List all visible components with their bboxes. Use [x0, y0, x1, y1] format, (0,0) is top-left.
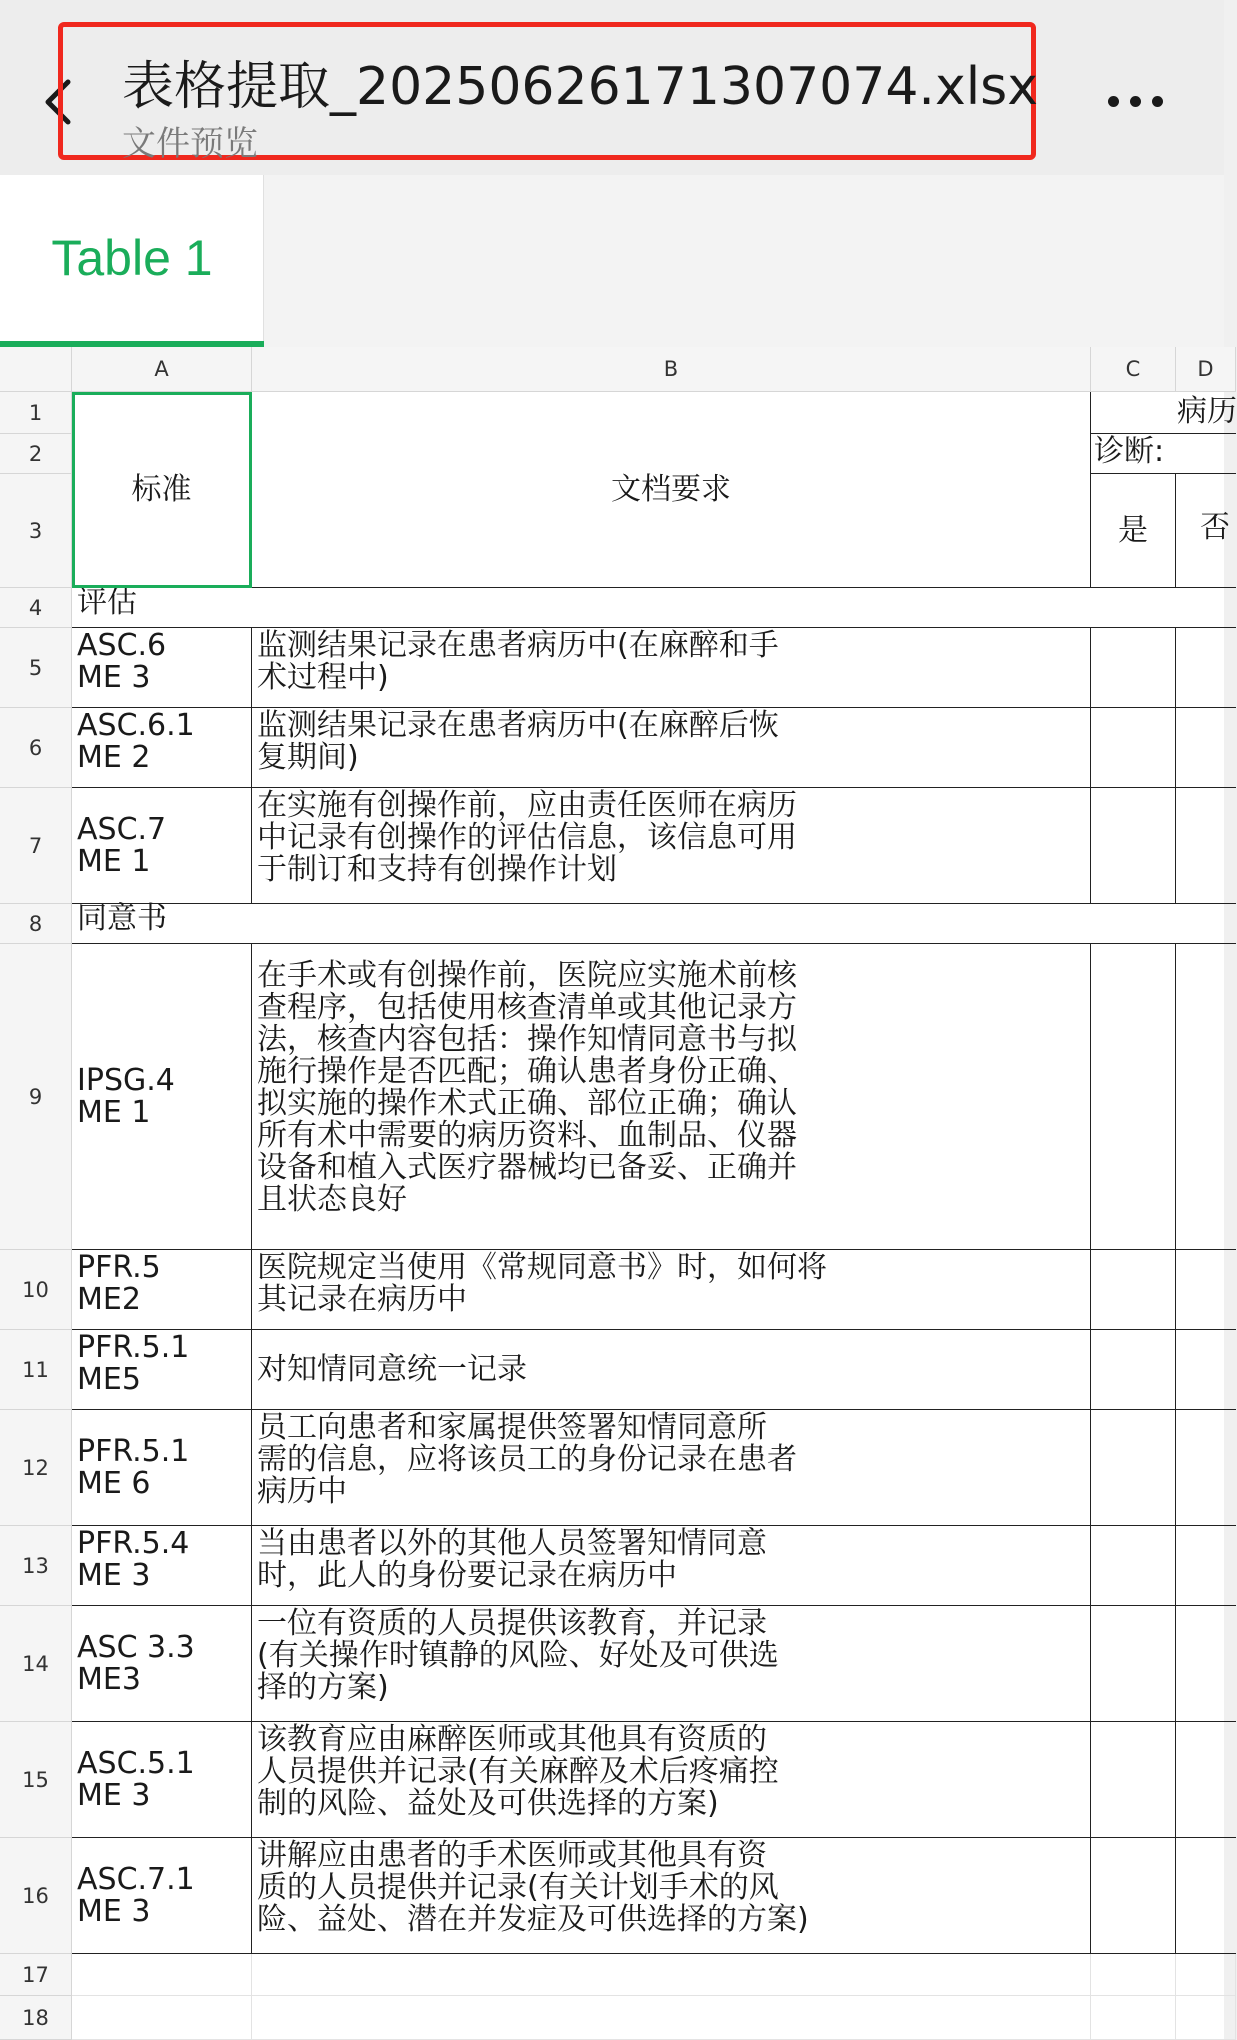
requirement-cell[interactable]: [252, 1250, 1091, 1330]
requirement-cell[interactable]: [252, 708, 1091, 788]
standard-text: ASC.7 ME 1: [77, 811, 167, 879]
yes-cell[interactable]: [1091, 708, 1176, 788]
requirement-text: 监测结果记录在患者病历中(在麻醉后恢 复期间): [257, 708, 779, 775]
no-cell[interactable]: [1176, 628, 1236, 708]
requirement-text: 当由患者以外的其他人员签署知情同意 时，此人的身份要记录在病历中: [257, 1526, 767, 1593]
column-header-a[interactable]: A: [72, 347, 252, 392]
section-cell-assessment[interactable]: 评估: [72, 588, 1236, 628]
yes-cell[interactable]: [1091, 1330, 1176, 1410]
empty-cell[interactable]: [252, 1996, 1091, 2040]
top-bar: [0, 0, 1224, 175]
yes-cell[interactable]: [1091, 944, 1176, 1250]
requirement-cell[interactable]: [252, 1526, 1091, 1606]
column-header-c[interactable]: C: [1091, 347, 1176, 392]
empty-cell[interactable]: [1176, 1996, 1236, 2040]
requirement-text: 在实施有创操作前，应由责任医师在病历 中记录有创操作的评估信息，该信息可用 于制订和支持有创操作计划: [257, 788, 797, 887]
standard-cell[interactable]: [72, 1250, 252, 1330]
row-header[interactable]: 8: [0, 904, 72, 944]
empty-cell[interactable]: [72, 1996, 252, 2040]
no-label: 否: [1200, 510, 1230, 545]
requirement-cell[interactable]: [252, 1330, 1091, 1410]
corner-cell[interactable]: [0, 347, 72, 392]
header-cell-yes[interactable]: 是: [1091, 474, 1176, 588]
requirement-text: 员工向患者和家属提供签署知情同意所 需的信息，应将该员工的身份记录在患者 病历中: [257, 1410, 797, 1509]
no-cell[interactable]: [1176, 1250, 1236, 1330]
section-cell-consent[interactable]: 同意书: [72, 904, 1236, 944]
yes-cell[interactable]: [1091, 1606, 1176, 1722]
no-cell[interactable]: [1176, 1838, 1236, 1954]
row-header[interactable]: 5: [0, 628, 72, 708]
row-header[interactable]: 3: [0, 474, 72, 588]
yes-cell[interactable]: [1091, 628, 1176, 708]
row-header[interactable]: 4: [0, 588, 72, 628]
standard-text: ASC.6.1 ME 2: [77, 708, 195, 775]
standard-text: PFR.5.1 ME 6: [77, 1433, 190, 1501]
row-header[interactable]: 1: [0, 392, 72, 434]
no-cell[interactable]: [1176, 1330, 1236, 1410]
standard-cell[interactable]: [72, 944, 252, 1250]
medical-record-label: 病历: [1177, 394, 1237, 429]
tab-table-1[interactable]: [0, 175, 264, 347]
standard-cell[interactable]: [72, 1606, 252, 1722]
yes-cell[interactable]: [1091, 1250, 1176, 1330]
row-header[interactable]: 6: [0, 708, 72, 788]
row-header[interactable]: 12: [0, 1410, 72, 1526]
standard-cell[interactable]: [72, 1410, 252, 1526]
requirement-cell[interactable]: [252, 1410, 1091, 1526]
requirement-cell[interactable]: [252, 1722, 1091, 1838]
empty-cell[interactable]: [252, 1954, 1091, 1996]
yes-cell[interactable]: [1091, 1838, 1176, 1954]
standard-cell[interactable]: [72, 1330, 252, 1410]
more-horizontal-icon[interactable]: [1106, 86, 1166, 116]
row-header[interactable]: 9: [0, 944, 72, 1250]
standard-cell[interactable]: [72, 708, 252, 788]
yes-cell[interactable]: [1091, 788, 1176, 904]
row-header[interactable]: 7: [0, 788, 72, 904]
empty-cell[interactable]: [1176, 1954, 1236, 1996]
spreadsheet-grid[interactable]: [0, 347, 1237, 2040]
standard-cell[interactable]: [72, 1838, 252, 1954]
row-header[interactable]: 18: [0, 1996, 72, 2040]
empty-cell[interactable]: [1091, 1954, 1176, 1996]
yes-cell[interactable]: [1091, 1410, 1176, 1526]
standard-text: IPSG.4 ME 1: [77, 1062, 175, 1130]
standard-text: ASC.6 ME 3: [77, 628, 167, 695]
requirement-text: 该教育应由麻醉医师或其他具有资质的 人员提供并记录(有关麻醉及术后疼痛控 制的风险、益处及可供选择的方案): [257, 1722, 779, 1821]
row-header[interactable]: 16: [0, 1838, 72, 1954]
file-subtitle: 文件预览: [122, 124, 258, 164]
requirement-cell[interactable]: [252, 1606, 1091, 1722]
requirement-text: 一位有资质的人员提供该教育，并记录 (有关操作时镇静的风险、好处及可供选 择的方案): [257, 1606, 779, 1705]
row-header[interactable]: 2: [0, 434, 72, 474]
standard-text: ASC.5.1 ME 3: [77, 1745, 195, 1813]
requirement-text: 对知情同意统一记录: [257, 1351, 527, 1387]
row-header[interactable]: 11: [0, 1330, 72, 1410]
row-header[interactable]: 15: [0, 1722, 72, 1838]
standard-cell[interactable]: [72, 628, 252, 708]
row-header[interactable]: 14: [0, 1606, 72, 1722]
requirement-cell[interactable]: [252, 628, 1091, 708]
diagnosis-label: 诊断:: [1094, 434, 1165, 469]
standard-text: PFR.5.1 ME5: [77, 1330, 190, 1397]
no-cell[interactable]: [1176, 1410, 1236, 1526]
sheet-tab-bar: [0, 175, 1224, 347]
header-cell-no[interactable]: [1176, 474, 1236, 588]
requirement-cell[interactable]: [252, 788, 1091, 904]
empty-cell[interactable]: [72, 1954, 252, 1996]
standard-text: PFR.5 ME2: [77, 1250, 161, 1317]
requirement-cell[interactable]: [252, 944, 1091, 1250]
requirement-text: 在手术或有创操作前，医院应实施术前核 查程序，包括使用核查清单或其他记录方 法，核查内容包括：操作知情同意书与拟 施行操作是否匹配；确认患者身份正确、 拟实施的操作术式正确、部位正确；确认 所有术中需要的病历资料、血制品、仪器 设备和植入式医疗器械均已备妥、正确并 且状态良好: [257, 958, 797, 1217]
row-header[interactable]: 13: [0, 1526, 72, 1606]
standard-text: ASC 3.3 ME3: [77, 1629, 195, 1697]
no-cell[interactable]: [1176, 1606, 1236, 1722]
standard-cell[interactable]: [72, 1722, 252, 1838]
header-cell-standard[interactable]: 标准: [72, 392, 252, 588]
no-cell[interactable]: [1176, 1526, 1236, 1606]
column-header-b[interactable]: B: [252, 347, 1091, 392]
requirement-text: 监测结果记录在患者病历中(在麻醉和手 术过程中): [257, 628, 779, 695]
file-title: 表格提取_20250626171307074.xlsx: [122, 57, 1039, 117]
standard-text: ASC.7.1 ME 3: [77, 1861, 195, 1929]
standard-text: PFR.5.4 ME 3: [77, 1526, 190, 1593]
header-cell-diagnosis[interactable]: [1091, 434, 1236, 474]
no-cell[interactable]: [1176, 708, 1236, 788]
standard-cell[interactable]: [72, 1526, 252, 1606]
header-cell-document-requirement[interactable]: 文档要求: [252, 392, 1091, 588]
empty-cell[interactable]: [1091, 1996, 1176, 2040]
requirement-text: 讲解应由患者的手术医师或其他具有资 质的人员提供并记录(有关计划手术的风 险、益处、潜在并发症及可供选择的方案): [257, 1838, 809, 1937]
no-cell[interactable]: [1176, 788, 1236, 904]
requirement-text: 医院规定当使用《常规同意书》时，如何将 其记录在病历中: [257, 1250, 827, 1317]
yes-cell[interactable]: [1091, 1722, 1176, 1838]
yes-cell[interactable]: [1091, 1526, 1176, 1606]
no-cell[interactable]: [1176, 944, 1236, 1250]
requirement-cell[interactable]: [252, 1838, 1091, 1954]
row-header[interactable]: 17: [0, 1954, 72, 1996]
standard-cell[interactable]: [72, 788, 252, 904]
header-cell-medical-record[interactable]: [1091, 392, 1236, 434]
row-header[interactable]: 10: [0, 1250, 72, 1330]
tab-label: Table 1: [51, 230, 213, 286]
column-header-d[interactable]: D: [1176, 347, 1236, 392]
no-cell[interactable]: [1176, 1722, 1236, 1838]
